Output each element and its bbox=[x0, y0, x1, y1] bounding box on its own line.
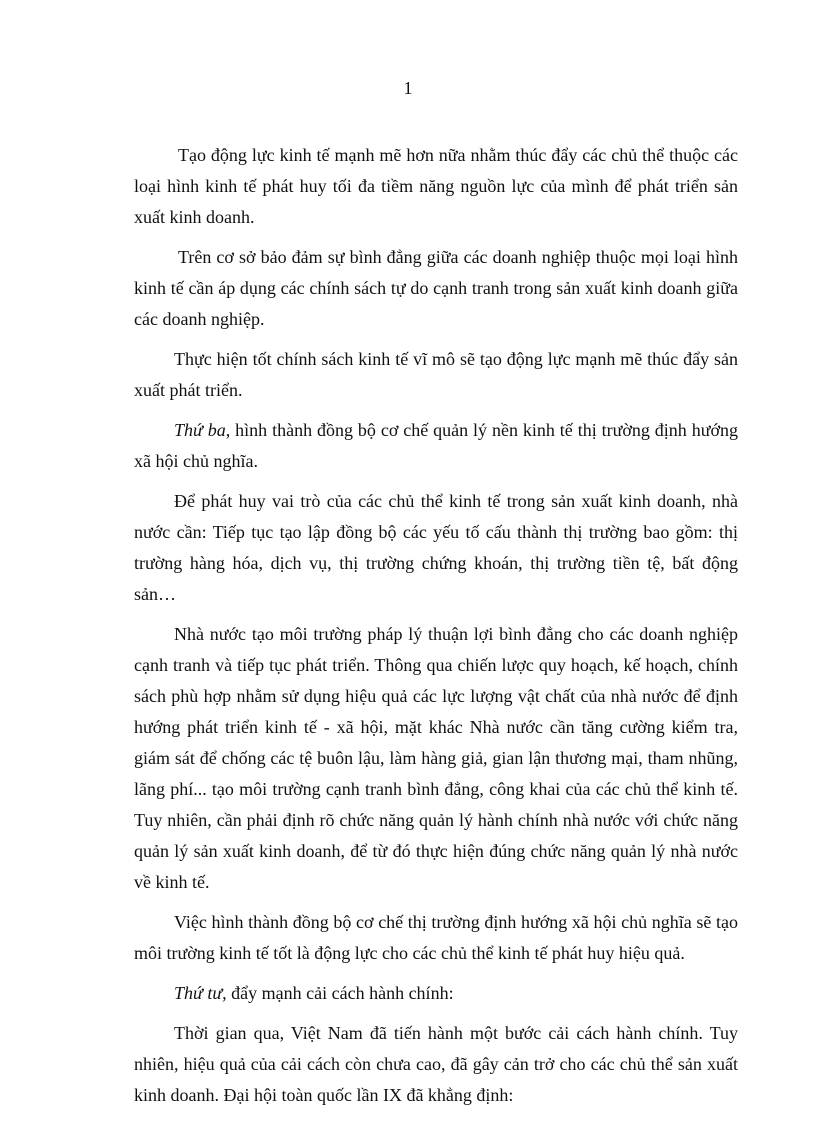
paragraph-text: Việc hình thành đồng bộ cơ chế thị trường định hướng xã hội chủ nghĩa sẽ tạo môi trường kinh tế tốt là động lực cho các chủ thể kinh tế phát huy hiệu quả. bbox=[134, 912, 738, 963]
paragraph-macro-policy bbox=[134, 344, 738, 406]
paragraph-legal-environment bbox=[134, 619, 738, 898]
paragraph-text: Tạo động lực kinh tế mạnh mẽ hơn nữa nhằm thúc đẩy các chủ thể thuộc các loại hình kinh tế phát huy tối đa tiềm năng nguồn lực của mình để phát triển sản xuất kinh doanh. bbox=[134, 145, 738, 227]
paragraph-text: , hình thành đồng bộ cơ chế quản lý nền kinh tế thị trường định hướng xã hội chủ nghĩa. bbox=[134, 420, 738, 471]
paragraph-lead-italic: Thứ ba bbox=[174, 420, 226, 440]
paragraph-text: Trên cơ sở bảo đảm sự bình đẳng giữa các doanh nghiệp thuộc mọi loại hình kinh tế cần áp dụng các chính sách tự do cạnh tranh trong sản xuất kinh doanh giữa các doanh nghiệp. bbox=[134, 247, 738, 329]
paragraph-text: Thực hiện tốt chính sách kinh tế vĩ mô sẽ tạo động lực mạnh mẽ thúc đẩy sản xuất phát triển. bbox=[134, 349, 738, 400]
paragraph-market-mechanism bbox=[134, 907, 738, 969]
paragraph-third bbox=[134, 415, 738, 477]
paragraph-text: đẩy mạnh cải cách hành chính: bbox=[226, 983, 454, 1003]
page-number: 1 bbox=[403, 78, 413, 98]
paragraph-lead-italic: Thứ tư, bbox=[174, 983, 227, 1003]
paragraph-market-factors bbox=[134, 486, 738, 610]
paragraph-fourth bbox=[134, 978, 738, 1009]
paragraph-text: Thời gian qua, Việt Nam đã tiến hành một bước cải cách hành chính. Tuy nhiên, hiệu quả của cải cách còn chưa cao, đã gây cản trở cho các chủ thể sản xuất kinh doanh. Đại hội toàn quốc lần IX đã khẳng định: bbox=[134, 1023, 738, 1105]
paragraph-text: Nhà nước tạo môi trường pháp lý thuận lợi bình đẳng cho các doanh nghiệp cạnh tranh và tiếp tục phát triển. Thông qua chiến lược quy hoạch, kế hoạch, chính sách phù hợp nhằm sử dụng hiệu quả các lực lượng vật chất của nhà nước để định hướng phát triển kinh tế - xã hội, mặt khác Nhà nước cần tăng cường kiểm tra, giám sát để chống các tệ buôn lậu, làm hàng giả, gian lận thương mại, tham nhũng, lãng phí... tạo môi trường cạnh tranh bình đẳng, công khai của các chủ thể kinh tế. Tuy nhiên, cần phải định rõ chức năng quản lý hành chính nhà nước với chức năng quản lý sản xuất kinh doanh, để từ đó thực hiện đúng chức năng quản lý nhà nước về kinh tế. bbox=[134, 624, 738, 892]
body-text bbox=[134, 140, 738, 1120]
paragraph-text: Để phát huy vai trò của các chủ thể kinh tế trong sản xuất kinh doanh, nhà nước cần: Tiếp tục tạo lập đồng bộ các yếu tố cấu thành thị trường bao gồm: thị trường hàng hóa, dịch vụ, thị trường chứng khoán, thị trường tiền tệ, bất động sản… bbox=[134, 491, 738, 604]
paragraph-admin-reform bbox=[134, 1018, 738, 1111]
paragraph-motivation bbox=[134, 140, 738, 233]
paragraph-equality bbox=[134, 242, 738, 335]
